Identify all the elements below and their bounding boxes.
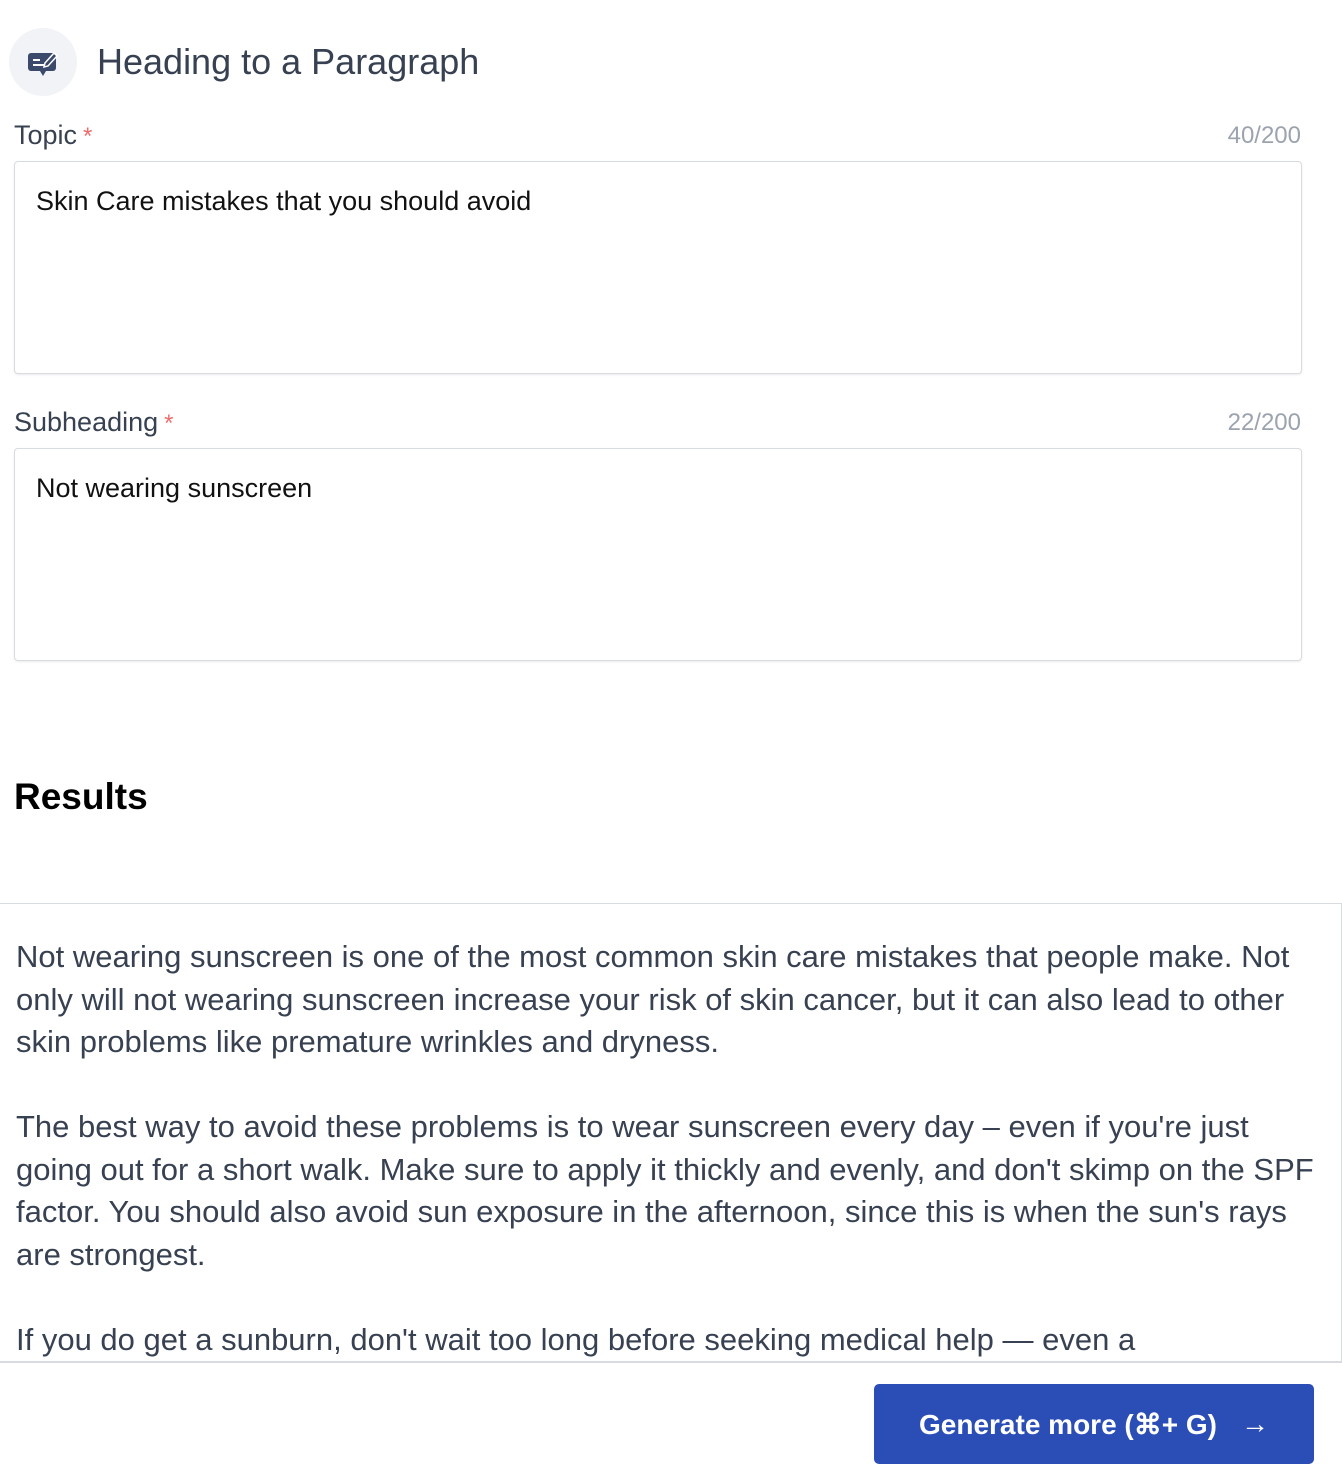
subheading-label — [14, 407, 173, 438]
arrow-right-icon: → — [1240, 1408, 1269, 1439]
results-output[interactable] — [0, 903, 1342, 1363]
page-header — [9, 28, 479, 96]
subheading-input[interactable] — [14, 448, 1302, 661]
topic-label — [14, 120, 92, 151]
topic-char-count: 40/200 — [1227, 122, 1301, 149]
topic-label-text: Topic — [14, 120, 78, 150]
result-paragraph: Not wearing sunscreen is one of the most common skin care mistakes that people make. Not only will not wearing sunscreen increase your risk of skin cancer, but it can also lead to other skin problems like premature wrinkles and dryness. — [16, 939, 1290, 1059]
generate-more-button[interactable] — [874, 1384, 1314, 1464]
message-edit-icon — [9, 28, 77, 96]
required-marker: * — [83, 123, 93, 150]
subheading-char-count: 22/200 — [1227, 409, 1301, 436]
result-paragraph: The best way to avoid these problems is to wear sunscreen every day – even if you're just going out for a short walk. Make sure to apply it thickly and evenly, and don't skimp on the SPF factor. You should also avoid sun exposure in the afternoon, since this is when the sun's rays are strongest. — [16, 1109, 1314, 1272]
results-heading: Results — [14, 776, 148, 817]
required-marker: * — [164, 410, 174, 437]
page-title: Heading to a Paragraph — [97, 41, 480, 82]
topic-input[interactable] — [14, 161, 1302, 374]
generate-more-label: Generate more (⌘+ G) — [919, 1408, 1217, 1440]
subheading-label-text: Subheading — [14, 407, 159, 437]
result-paragraph: If you do get a sunburn, don't wait too long before seeking medical help — even a — [16, 1321, 1136, 1357]
